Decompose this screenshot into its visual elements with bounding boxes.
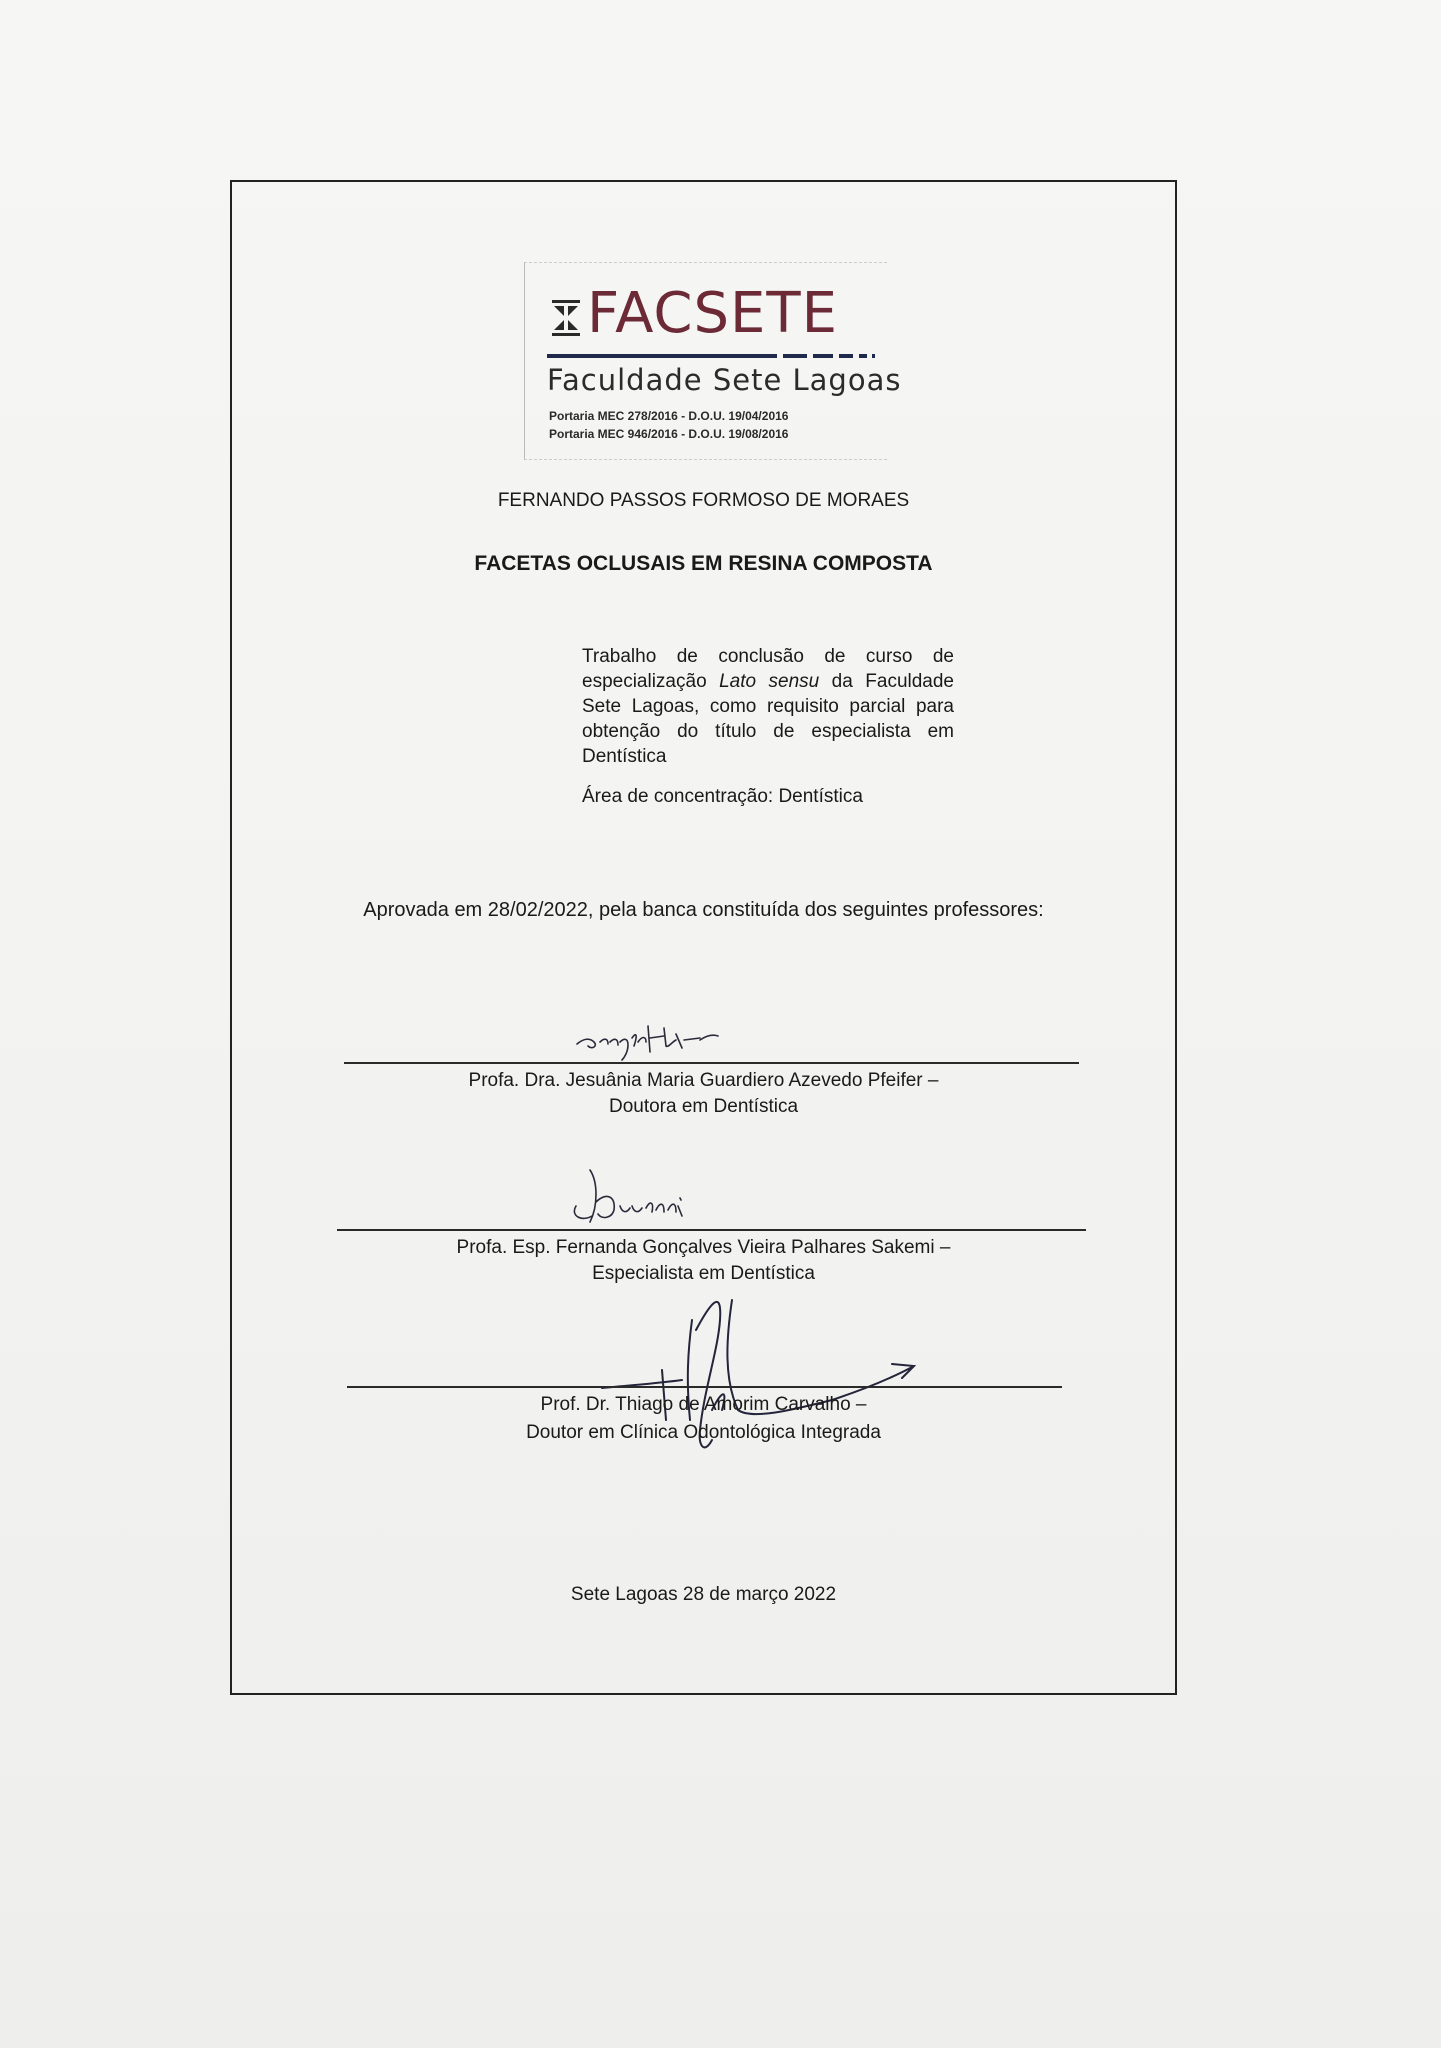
- signature-2: [562, 1162, 722, 1232]
- signature-1: [572, 1012, 772, 1062]
- author-name: FERNANDO PASSOS FORMOSO DE MORAES: [497, 490, 910, 511]
- logo-portaria-1: Portaria MEC 278/2016 - D.O.U. 19/04/2016: [549, 409, 789, 423]
- description-italic: Lato sensu: [719, 671, 820, 692]
- signature-line-3: [347, 1386, 1062, 1388]
- document-title: FACETAS OCLUSAIS EM RESINA COMPOSTA: [474, 552, 933, 575]
- committee-member-1-name: Profa. Dra. Jesuânia Maria Guardiero Azevedo Pfeifer –: [468, 1070, 939, 1091]
- facsete-emblem-icon: [550, 298, 582, 338]
- signature-line-2: [337, 1229, 1086, 1231]
- logo-subtitle: Faculdade Sete Lagoas: [547, 363, 902, 397]
- description-text-end: da Faculdade Sete Lagoas, como requisito parcial para obtenção do título de especialista em Dentística: [582, 671, 954, 767]
- page-border: [230, 180, 1177, 1695]
- description-text-start: Trabalho de conclusão de curso de especialização: [582, 646, 954, 692]
- concentration-area: Área de concentração: Dentística: [582, 786, 863, 807]
- committee-member-2-title: Especialista em Dentística: [592, 1263, 815, 1284]
- city-and-date: Sete Lagoas 28 de março 2022: [570, 1584, 837, 1605]
- committee-member-1-title: Doutora em Dentística: [608, 1096, 799, 1117]
- committee-member-3-name: Prof. Dr. Thiago de Amorim Carvalho –: [540, 1394, 867, 1415]
- committee-member-2-name: Profa. Esp. Fernanda Gonçalves Vieira Palhares Sakemi –: [456, 1237, 951, 1258]
- committee-member-3-title: Doutor em Clínica Odontológica Integrada: [526, 1422, 881, 1443]
- logo-name: FACSETE: [587, 281, 839, 346]
- description-paragraph: [582, 644, 954, 769]
- facsete-logo: [524, 262, 902, 460]
- signature-line-1: [344, 1062, 1079, 1064]
- logo-portaria-2: Portaria MEC 946/2016 - D.O.U. 19/08/2016: [549, 427, 789, 441]
- approval-statement: Aprovada em 28/02/2022, pela banca constituída dos seguintes professores:: [363, 899, 1044, 921]
- logo-underline-bar: [547, 353, 877, 359]
